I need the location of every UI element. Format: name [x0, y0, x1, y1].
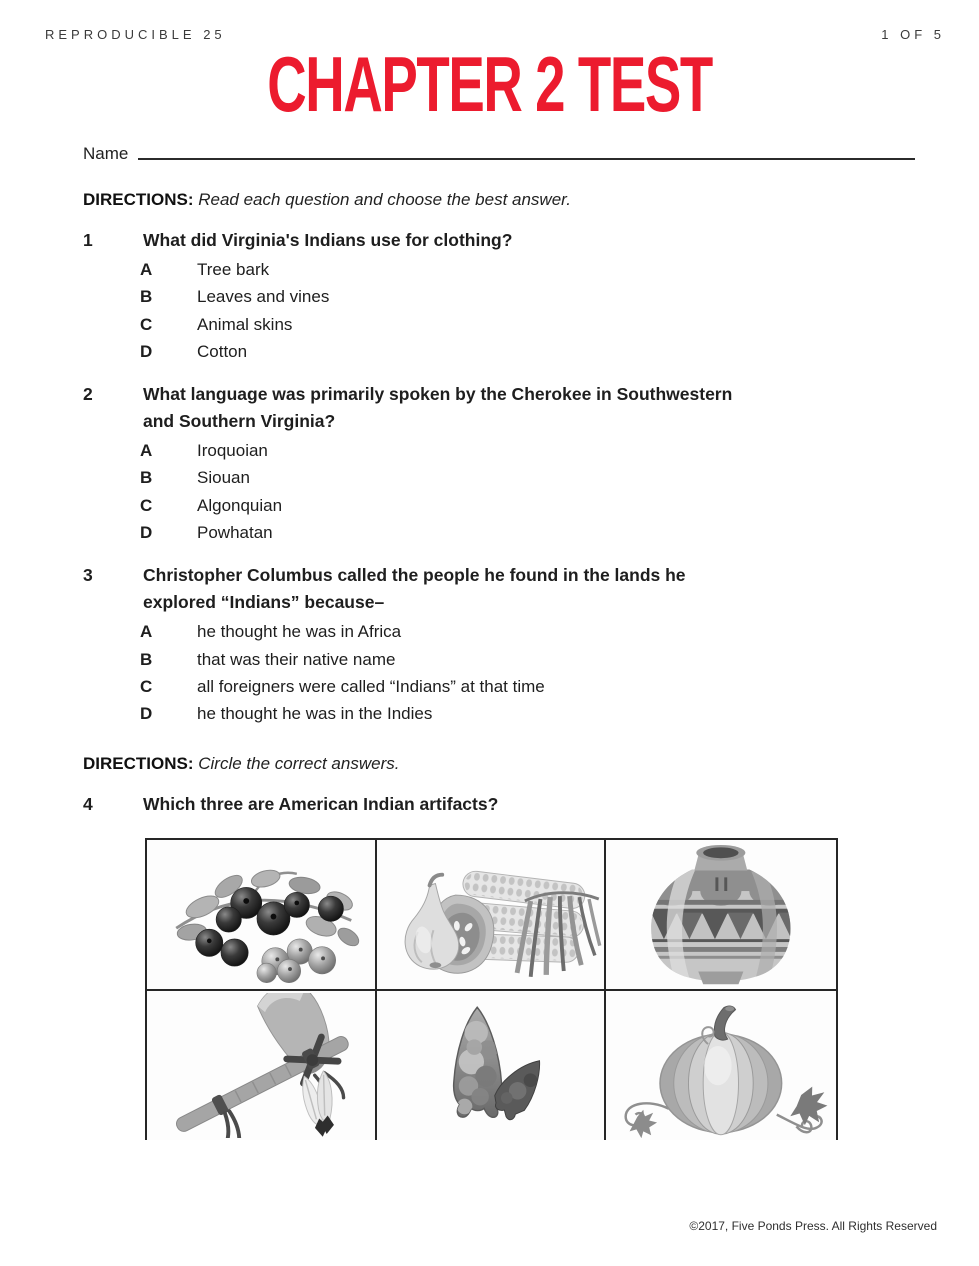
answer-option: [83, 519, 893, 546]
page-number-label: 1 OF 5: [881, 27, 945, 42]
name-blank-line[interactable]: [138, 157, 915, 160]
answer-option: [83, 673, 893, 700]
answer-option: [83, 700, 893, 727]
option-text: that was their native name: [197, 649, 396, 669]
artifact-cell-arrowheads: [377, 991, 607, 1140]
option-text: Iroquoian: [197, 441, 268, 461]
options-list: [83, 618, 893, 727]
option-letter: C: [140, 676, 153, 696]
answer-option: [83, 311, 893, 338]
option-text: Leaves and vines: [197, 287, 330, 307]
arrowheads-icon: [379, 993, 603, 1138]
options-list: [83, 256, 893, 365]
directions-label: DIRECTIONS:: [83, 754, 194, 773]
artifact-cell-berries: [147, 840, 377, 991]
option-letter: B: [140, 649, 153, 669]
artifact-grid: [145, 838, 838, 1140]
berries-icon: [149, 842, 373, 987]
option-letter: C: [140, 314, 153, 334]
option-letter: D: [140, 523, 153, 543]
artifact-cell-tomahawk: [147, 991, 377, 1140]
question-text: What language was primarily spoken by the Cherokee in Southwestern and Southern Virginia?: [143, 384, 733, 432]
question-number: 3: [83, 565, 93, 586]
option-letter: C: [140, 495, 153, 515]
answer-option: [83, 338, 893, 365]
directions-2: [83, 754, 399, 774]
clay-pot-icon: [608, 842, 834, 987]
artifact-cell-pumpkin: [606, 991, 836, 1140]
option-text: Siouan: [197, 468, 250, 488]
answer-option: [83, 618, 893, 645]
option-letter: A: [140, 260, 153, 279]
option-text: he thought he was in Africa: [197, 622, 402, 642]
answer-option: [83, 256, 893, 283]
question-text: Christopher Columbus called the people he found in the lands he explored “Indians” because–: [143, 565, 686, 613]
question: [83, 381, 893, 546]
directions-text: Read each question and choose the best answer.: [198, 190, 571, 209]
option-text: all foreigners were called “Indians” at that time: [197, 676, 545, 696]
copyright-text: ©2017, Five Ponds Press. All Rights Reserved: [689, 1219, 937, 1233]
title-wrap: [0, 42, 979, 149]
question-number: 1: [83, 230, 93, 250]
option-letter: D: [140, 341, 153, 361]
name-label: Name: [83, 144, 129, 163]
question: [83, 562, 893, 727]
question-number: 4: [83, 794, 93, 814]
directions-text: Circle the correct answers.: [198, 754, 400, 773]
option-text: Tree bark: [197, 260, 270, 279]
tomahawk-icon: [149, 993, 373, 1138]
artifact-cell-clay-pot: [606, 840, 836, 991]
answer-option: [83, 283, 893, 310]
corn-squash-beans-icon: [379, 842, 603, 987]
answer-option: [83, 437, 893, 464]
question-number: 2: [83, 384, 93, 405]
artifact-cell-corn-squash-beans: [377, 840, 607, 991]
option-letter: A: [140, 622, 153, 642]
option-text: he thought he was in the Indies: [197, 704, 433, 724]
option-text: Algonquian: [197, 495, 283, 515]
name-row: [83, 144, 915, 164]
directions-1: [83, 190, 571, 210]
option-letter: A: [140, 441, 153, 461]
answer-option: [83, 646, 893, 673]
reproducible-label: REPRODUCIBLE 25: [45, 27, 226, 42]
question-4: [83, 791, 498, 818]
option-letter: B: [140, 287, 153, 307]
option-letter: B: [140, 468, 153, 488]
questions-section: [83, 227, 893, 744]
option-letter: D: [140, 704, 153, 724]
option-text: Powhatan: [197, 523, 273, 543]
answer-option: [83, 464, 893, 491]
question: [83, 227, 893, 365]
directions-label: DIRECTIONS:: [83, 190, 194, 209]
option-text: Animal skins: [197, 314, 293, 334]
pumpkin-icon: [608, 993, 834, 1138]
question-text: What did Virginia's Indians use for clothing?: [143, 230, 513, 250]
answer-option: [83, 492, 893, 519]
page-title: CHAPTER 2 TEST: [267, 40, 712, 128]
options-list: [83, 437, 893, 546]
question-text: Which three are American Indian artifacts?: [143, 794, 499, 814]
option-text: Cotton: [197, 341, 248, 361]
